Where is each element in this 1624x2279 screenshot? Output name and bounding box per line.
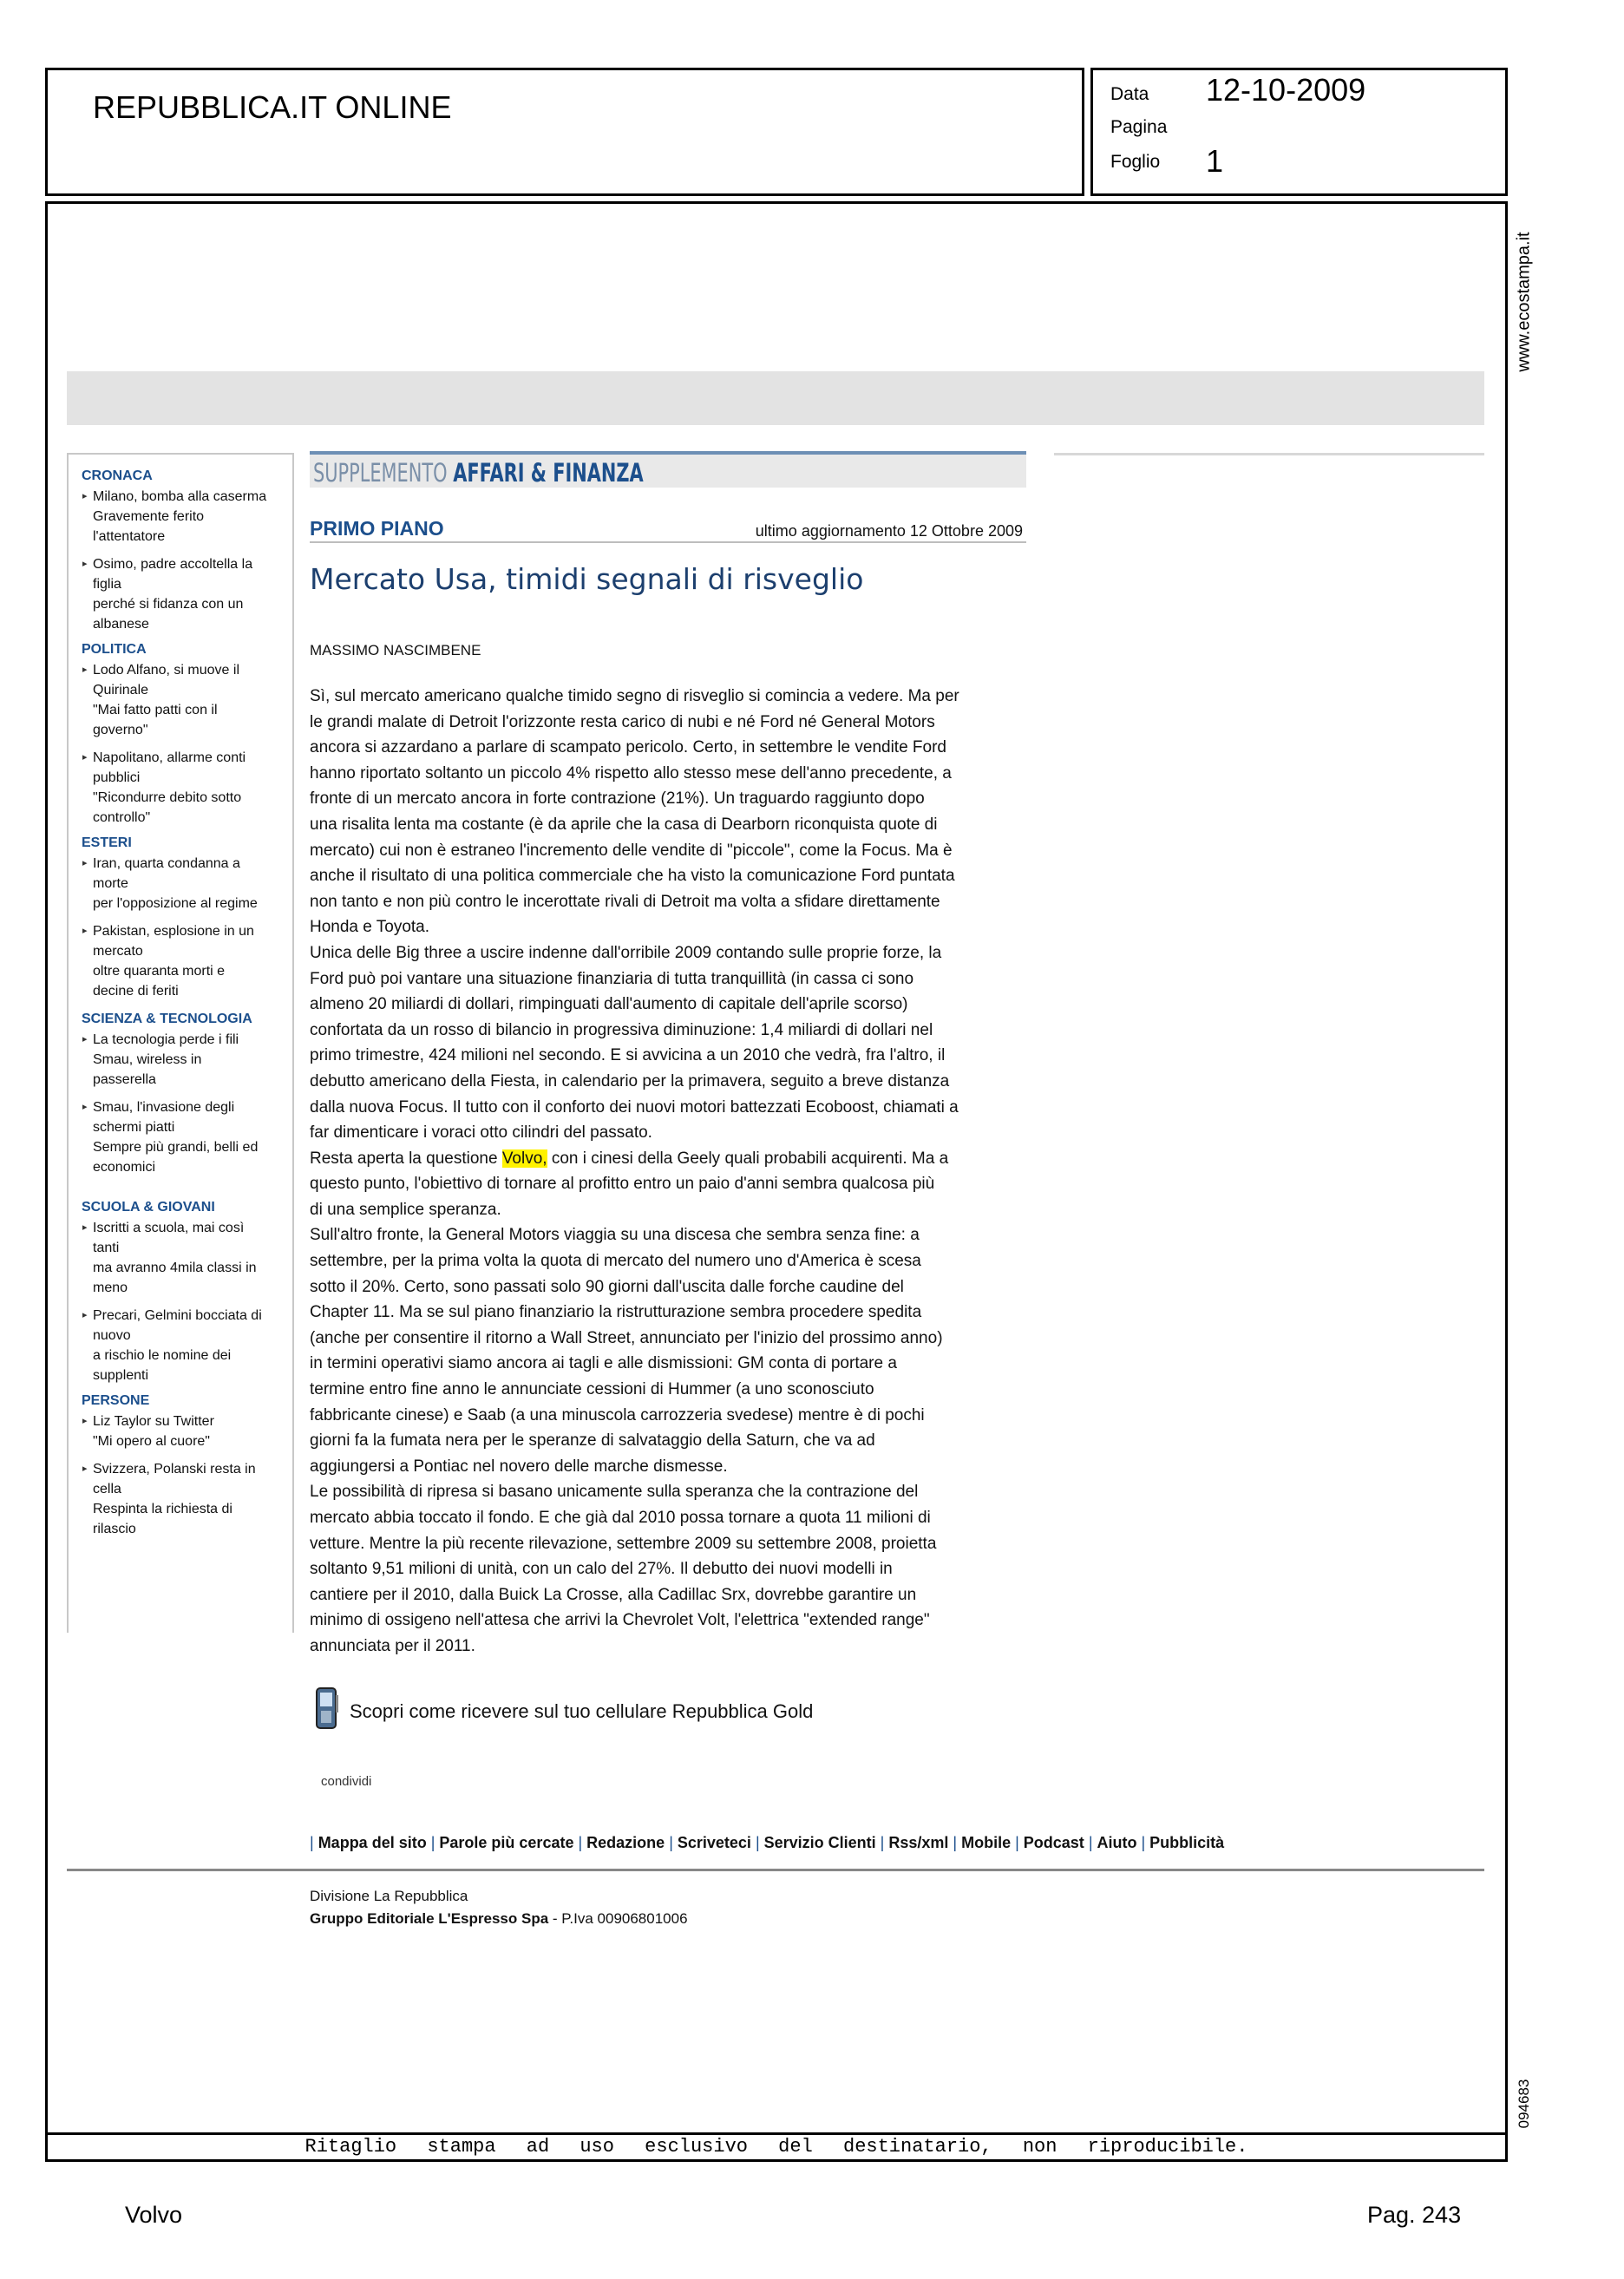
right-column-rule	[1054, 453, 1484, 455]
sidebar-news-line: oltre quaranta morti e	[93, 964, 226, 979]
bullet-icon: ▸	[82, 1464, 88, 1474]
sidebar-news-item[interactable]	[69, 554, 292, 634]
link-separator: |	[1141, 1834, 1146, 1851]
sidebar-news-item[interactable]	[69, 487, 292, 547]
sidebar-news-line: Milano, bomba alla caserma	[93, 489, 267, 504]
article-line: soltanto 9,51 milioni di unità, con un calo del 27%. Il debutto dei nuovi modelli in	[310, 1560, 893, 1579]
bullet-icon: ▸	[82, 752, 88, 763]
sidebar-section-title[interactable]: SCUOLA & GIOVANI	[82, 1200, 215, 1215]
pagina-label: Pagina	[1110, 117, 1168, 137]
group-name: Gruppo Editoriale L'Espresso Spa	[310, 1910, 549, 1927]
sidebar-news-line: mercato	[93, 944, 143, 959]
sidebar-news-line: passerella	[93, 1072, 156, 1087]
sidebar-news-line: Napolitano, allarme conti	[93, 750, 246, 765]
bullet-icon: ▸	[82, 559, 88, 569]
article-line: mercato abbia toccato il fondo. E che già dal 2010 possa tornare a quota 11 milioni di	[310, 1509, 931, 1527]
article-line: (anche per consentire il ritorno a Wall Street, annunciato per l'inizio del prossimo anno)	[310, 1328, 943, 1347]
sidebar-section-title[interactable]: SCIENZA & TECNOLOGIA	[82, 1012, 252, 1026]
reproduction-notice: Ritaglio stampa ad uso esclusivo del destinatario, non riproducibile.	[304, 2136, 1248, 2158]
article-line: fronte di un mercato ancora in forte contrazione (21%). Un traguardo raggiunto dopo	[310, 789, 925, 809]
sidebar-news-line: tanti	[93, 1241, 120, 1255]
sidebar-news-line: Liz Taylor su Twitter	[93, 1414, 214, 1429]
sidebar-news-line: pubblici	[93, 770, 141, 785]
sidebar-news-line: Smau, l'invasione degli	[93, 1100, 235, 1115]
article-line: termine entro fine anno le annunciate cessioni di Hummer (a uno sconosciuto	[310, 1380, 874, 1399]
article-line: confortata da un rosso di bilancio in progressiva diminuzione: 1,4 miliardi di dollari nel	[310, 1020, 933, 1039]
article-line: le grandi malate di Detroit l'orizzonte resta carico di nubi e né Ford né General Motors	[310, 712, 935, 731]
sidebar-news-line: cella	[93, 1482, 121, 1496]
sidebar-news-line: Respinta la richiesta di	[93, 1502, 232, 1516]
article-line: cantiere per il 2010, dalla Buick La Crosse, alla Cadillac Srx, dovrebbe garantire un	[310, 1585, 917, 1604]
article-line: aggiungersi a Pontiac nel novero delle marche dismesse.	[310, 1457, 728, 1476]
sidebar-section-title[interactable]: CRONACA	[82, 468, 153, 483]
sidebar-news-line: "Ricondurre debito sotto	[93, 790, 242, 805]
article-line: Ford può poi vantare una situazione finanziaria di tutta tranquillità (in cassa ci sono	[310, 969, 914, 988]
article-line: ancora si azzardano a parlare di scampato pericolo. Certo, in settembre le vendite Ford	[310, 738, 946, 757]
article-line: Sì, sul mercato americano qualche timido segno di risveglio si comincia a vedere. Ma per	[310, 687, 959, 705]
article-title: Mercato Usa, timidi segnali di risveglio	[310, 562, 864, 596]
vertical-website: www.ecostampa.it	[1514, 232, 1534, 372]
footer-link[interactable]: Mobile	[961, 1834, 1012, 1851]
vat-number: - P.Iva 00906801006	[548, 1910, 688, 1927]
foglio-value: 1	[1206, 143, 1224, 179]
article-line: minimo di ossigeno nell'attesa che arrivi la Chevrolet Volt, l'elettrica "extended range"	[310, 1611, 930, 1630]
sidebar-news-line: morte	[93, 876, 128, 891]
sidebar-news-item[interactable]	[69, 1459, 292, 1539]
sidebar-news-line: "Mai fatto patti con il	[93, 703, 218, 717]
article-body	[310, 684, 1030, 1660]
group-info	[310, 1910, 688, 1928]
sidebar-news-item[interactable]	[69, 748, 292, 828]
sidebar-news-line: meno	[93, 1280, 128, 1295]
sidebar-news-line: nuovo	[93, 1328, 131, 1343]
header-meta-box	[1090, 68, 1508, 196]
sidebar-section-title[interactable]: ESTERI	[82, 835, 132, 850]
sidebar-section-title[interactable]: POLITICA	[82, 642, 147, 657]
footer-link[interactable]: Servizio Clienti	[763, 1834, 876, 1851]
sidebar-news-item[interactable]	[69, 1218, 292, 1298]
link-separator: |	[880, 1834, 885, 1851]
sidebar-news-line: Osimo, padre accoltella la	[93, 557, 253, 572]
sidebar-news-line: ma avranno 4mila classi in	[93, 1261, 257, 1275]
article-line: Chapter 11. Ma se sul piano finanziario la ristrutturazione sembra procedere spedita	[310, 1303, 922, 1322]
sidebar-news-line: l'attentatore	[93, 529, 166, 544]
sidebar-news-line: a rischio le nomine dei	[93, 1348, 232, 1363]
footer-link[interactable]: Redazione	[586, 1834, 665, 1851]
sidebar-news-line: La tecnologia perde i fili	[93, 1032, 239, 1047]
sidebar-news-item[interactable]	[69, 921, 292, 1001]
data-label: Data	[1110, 84, 1149, 104]
footer-divider	[67, 1869, 1484, 1871]
link-separator: |	[1015, 1834, 1019, 1851]
bullet-icon: ▸	[82, 491, 88, 501]
link-separator: |	[669, 1834, 673, 1851]
article-line: primo trimestre, 424 milioni nel secondo. E si avvicina a un 2010 che vedrà, fra l'altro, il	[310, 1046, 946, 1065]
article-line: almeno 20 miliardi di dollari, rimpinguati dall'aumento di capitale dell'aprile scorso)	[310, 995, 908, 1014]
bullet-icon: ▸	[82, 1310, 88, 1320]
highlighted-keyword: Volvo,	[501, 1149, 547, 1168]
banner-placeholder	[67, 371, 1484, 425]
article-line-start: Resta aperta la questione	[310, 1149, 502, 1168]
article-line: una risalita lenta ma costante (è da aprile che la casa di Dearborn riconquista quote di	[310, 815, 938, 834]
article-line: debutto americano della Fiesta, in calendario per la primavera, seguito a breve distanza	[310, 1071, 950, 1090]
sidebar-news-line: albanese	[93, 617, 149, 632]
sidebar-news-line: governo"	[93, 723, 148, 737]
section-label[interactable]: PRIMO PIANO	[310, 517, 444, 540]
bullet-icon: ▸	[82, 665, 88, 675]
footer-link[interactable]: Aiuto	[1097, 1834, 1137, 1851]
article-line: giorni fa la fumata nera per le speranze di salvataggio della Saturn, che va ad	[310, 1431, 875, 1451]
sidebar-news-item[interactable]	[69, 1097, 292, 1177]
bullet-icon: ▸	[82, 858, 88, 868]
publication-name: REPUBBLICA.IT ONLINE	[93, 89, 452, 125]
article-line: annunciata per il 2011.	[310, 1636, 475, 1655]
sidebar-news-line: Precari, Gelmini bocciata di	[93, 1308, 262, 1323]
sidebar-news-line: schermi piatti	[93, 1120, 175, 1135]
sidebar-news-line: decine di feriti	[93, 984, 179, 999]
link-separator: |	[755, 1834, 760, 1851]
foglio-label: Foglio	[1110, 152, 1161, 172]
article-author: MASSIMO NASCIMBENE	[310, 642, 481, 658]
sidebar-news-line: Quirinale	[93, 683, 149, 697]
sidebar-news-line: per l'opposizione al regime	[93, 896, 258, 911]
footer-link[interactable]: Parole più cercate	[439, 1834, 574, 1851]
data-value: 12-10-2009	[1206, 72, 1366, 108]
sidebar-news-line: figlia	[93, 577, 121, 592]
sidebar-news-item[interactable]	[69, 1411, 292, 1451]
bullet-icon: ▸	[82, 1102, 88, 1112]
sidebar-news-line: perché si fidanza con un	[93, 597, 244, 612]
mobile-phone-icon[interactable]	[314, 1686, 340, 1732]
article-line	[310, 1146, 1030, 1172]
article-line: Sull'altro fronte, la General Motors viaggia su una discesa che sembra senza fine: a	[310, 1226, 920, 1245]
article-line: Le possibilità di ripresa si basano unicamente sulla speranza che la contrazione del	[310, 1483, 919, 1502]
sidebar-news-line: Iscritti a scuola, mai così	[93, 1221, 245, 1235]
sidebar-news-line: Smau, wireless in	[93, 1052, 202, 1067]
sidebar-news-line: Sempre più grandi, belli ed	[93, 1140, 259, 1155]
article-line: fabbricante cinese) e Saab (a una minuscola carrozzeria svedese) mentre è di pochi	[310, 1405, 925, 1424]
article-line: di una semplice speranza.	[310, 1200, 501, 1219]
link-separator: |	[953, 1834, 958, 1851]
article-line-end: con i cinesi della Geely quali probabili acquirenti. Ma a	[547, 1149, 949, 1168]
sidebar-news-item[interactable]	[69, 1306, 292, 1385]
sidebar-news-line: controllo"	[93, 810, 151, 825]
bullet-icon: ▸	[82, 1416, 88, 1426]
supplement-label: SUPPLEMENTO	[313, 458, 448, 488]
news-sidebar	[67, 453, 294, 1633]
article-line: Unica delle Big three a uscire indenne dall'orribile 2009 contando sulle proprie forze, la	[310, 943, 942, 962]
sidebar-news-line: supplenti	[93, 1368, 149, 1383]
footer-link[interactable]: Scriveteci	[677, 1834, 751, 1851]
article-line: vetture. Mentre la più recente rilevazione, settembre 2009 su settembre 2008, proietta	[310, 1534, 937, 1553]
clipping-keyword: Volvo	[125, 2202, 183, 2228]
sidebar-news-line: Gravemente ferito	[93, 509, 205, 524]
vertical-code: 094683	[1516, 2079, 1532, 2129]
share-link[interactable]: condividi	[321, 1774, 372, 1789]
article-line: dalla nuova Focus. Il tutto con il conforto dei nuovi motori battezzati Ecoboost, chiamati a	[310, 1097, 959, 1117]
sidebar-news-item[interactable]	[69, 1030, 292, 1090]
article-line: hanno riportato soltanto un piccolo 4% rispetto allo stesso mese dell'anno precedente, a	[310, 763, 952, 783]
link-separator: |	[310, 1834, 314, 1851]
article-line: in termini operativi siamo ancora ai tagli e alle dismissioni: GM conta di portare a	[310, 1354, 897, 1373]
article-line: anche il risultato di una politica commerciale che ha visto la comunicazione Ford puntata	[310, 867, 955, 886]
page-number: Pag. 243	[1367, 2202, 1462, 2228]
supplement-banner[interactable]	[310, 451, 1026, 488]
article-line: non tanto e non più contro le incerottate rivali di Detroit ma volta a sfidare direttamente	[310, 892, 940, 911]
bullet-icon: ▸	[82, 1034, 88, 1045]
footer-link[interactable]: Mappa del sito	[318, 1834, 427, 1851]
footer-link[interactable]: Podcast	[1023, 1834, 1084, 1851]
last-updated: ultimo aggiornamento 12 Ottobre 2009	[755, 522, 1023, 540]
division-name: Divisione La Repubblica	[310, 1888, 468, 1904]
article-line: sotto il 20%. Certo, sono passati solo 90 giorni dall'uscita dalle forche caudine del	[310, 1277, 904, 1296]
link-separator: |	[578, 1834, 583, 1851]
section-divider	[310, 541, 1026, 543]
sidebar-news-line: Pakistan, esplosione in un	[93, 924, 254, 939]
sidebar-news-line: Svizzera, Polanski resta in	[93, 1462, 256, 1477]
supplement-name: AFFARI & FINANZA	[453, 458, 644, 488]
article-line: questo punto, l'obiettivo di tornare al profitto entro un paio d'anni sembra qualcosa più	[310, 1175, 935, 1194]
article-line: far dimenticare i voraci otto cilindri del passato.	[310, 1123, 652, 1143]
sidebar-news-item[interactable]	[69, 660, 292, 740]
bullet-icon: ▸	[82, 1222, 88, 1233]
article-line: Honda e Toyota.	[310, 918, 430, 937]
link-separator: |	[430, 1834, 435, 1851]
article-line: settembre, per la prima volta la quota di mercato del numero uno d'America è scesa	[310, 1252, 921, 1271]
sidebar-news-line: rilascio	[93, 1522, 136, 1536]
footer-link[interactable]: Pubblicità	[1149, 1834, 1225, 1851]
sidebar-news-item[interactable]	[69, 854, 292, 914]
link-separator: |	[1088, 1834, 1093, 1851]
sidebar-news-line: "Mi opero al cuore"	[93, 1434, 210, 1449]
repubblica-gold-link[interactable]: Scopri come ricevere sul tuo cellulare Repubblica Gold	[350, 1700, 814, 1722]
sidebar-news-line: economici	[93, 1160, 156, 1175]
notice-divider	[45, 2132, 1508, 2135]
header-publication-box	[45, 68, 1084, 196]
sidebar-section-title[interactable]: PERSONE	[82, 1393, 150, 1408]
sidebar-news-line: Iran, quarta condanna a	[93, 856, 240, 871]
bullet-icon: ▸	[82, 926, 88, 936]
footer-link[interactable]: Rss/xml	[888, 1834, 949, 1851]
article-line: mercato) cui non è estraneo l'incremento delle vendite di "piccole", come la Focus. Ma è	[310, 841, 953, 860]
sidebar-news-line: Lodo Alfano, si muove il	[93, 663, 239, 678]
footer-links	[310, 1834, 1224, 1852]
